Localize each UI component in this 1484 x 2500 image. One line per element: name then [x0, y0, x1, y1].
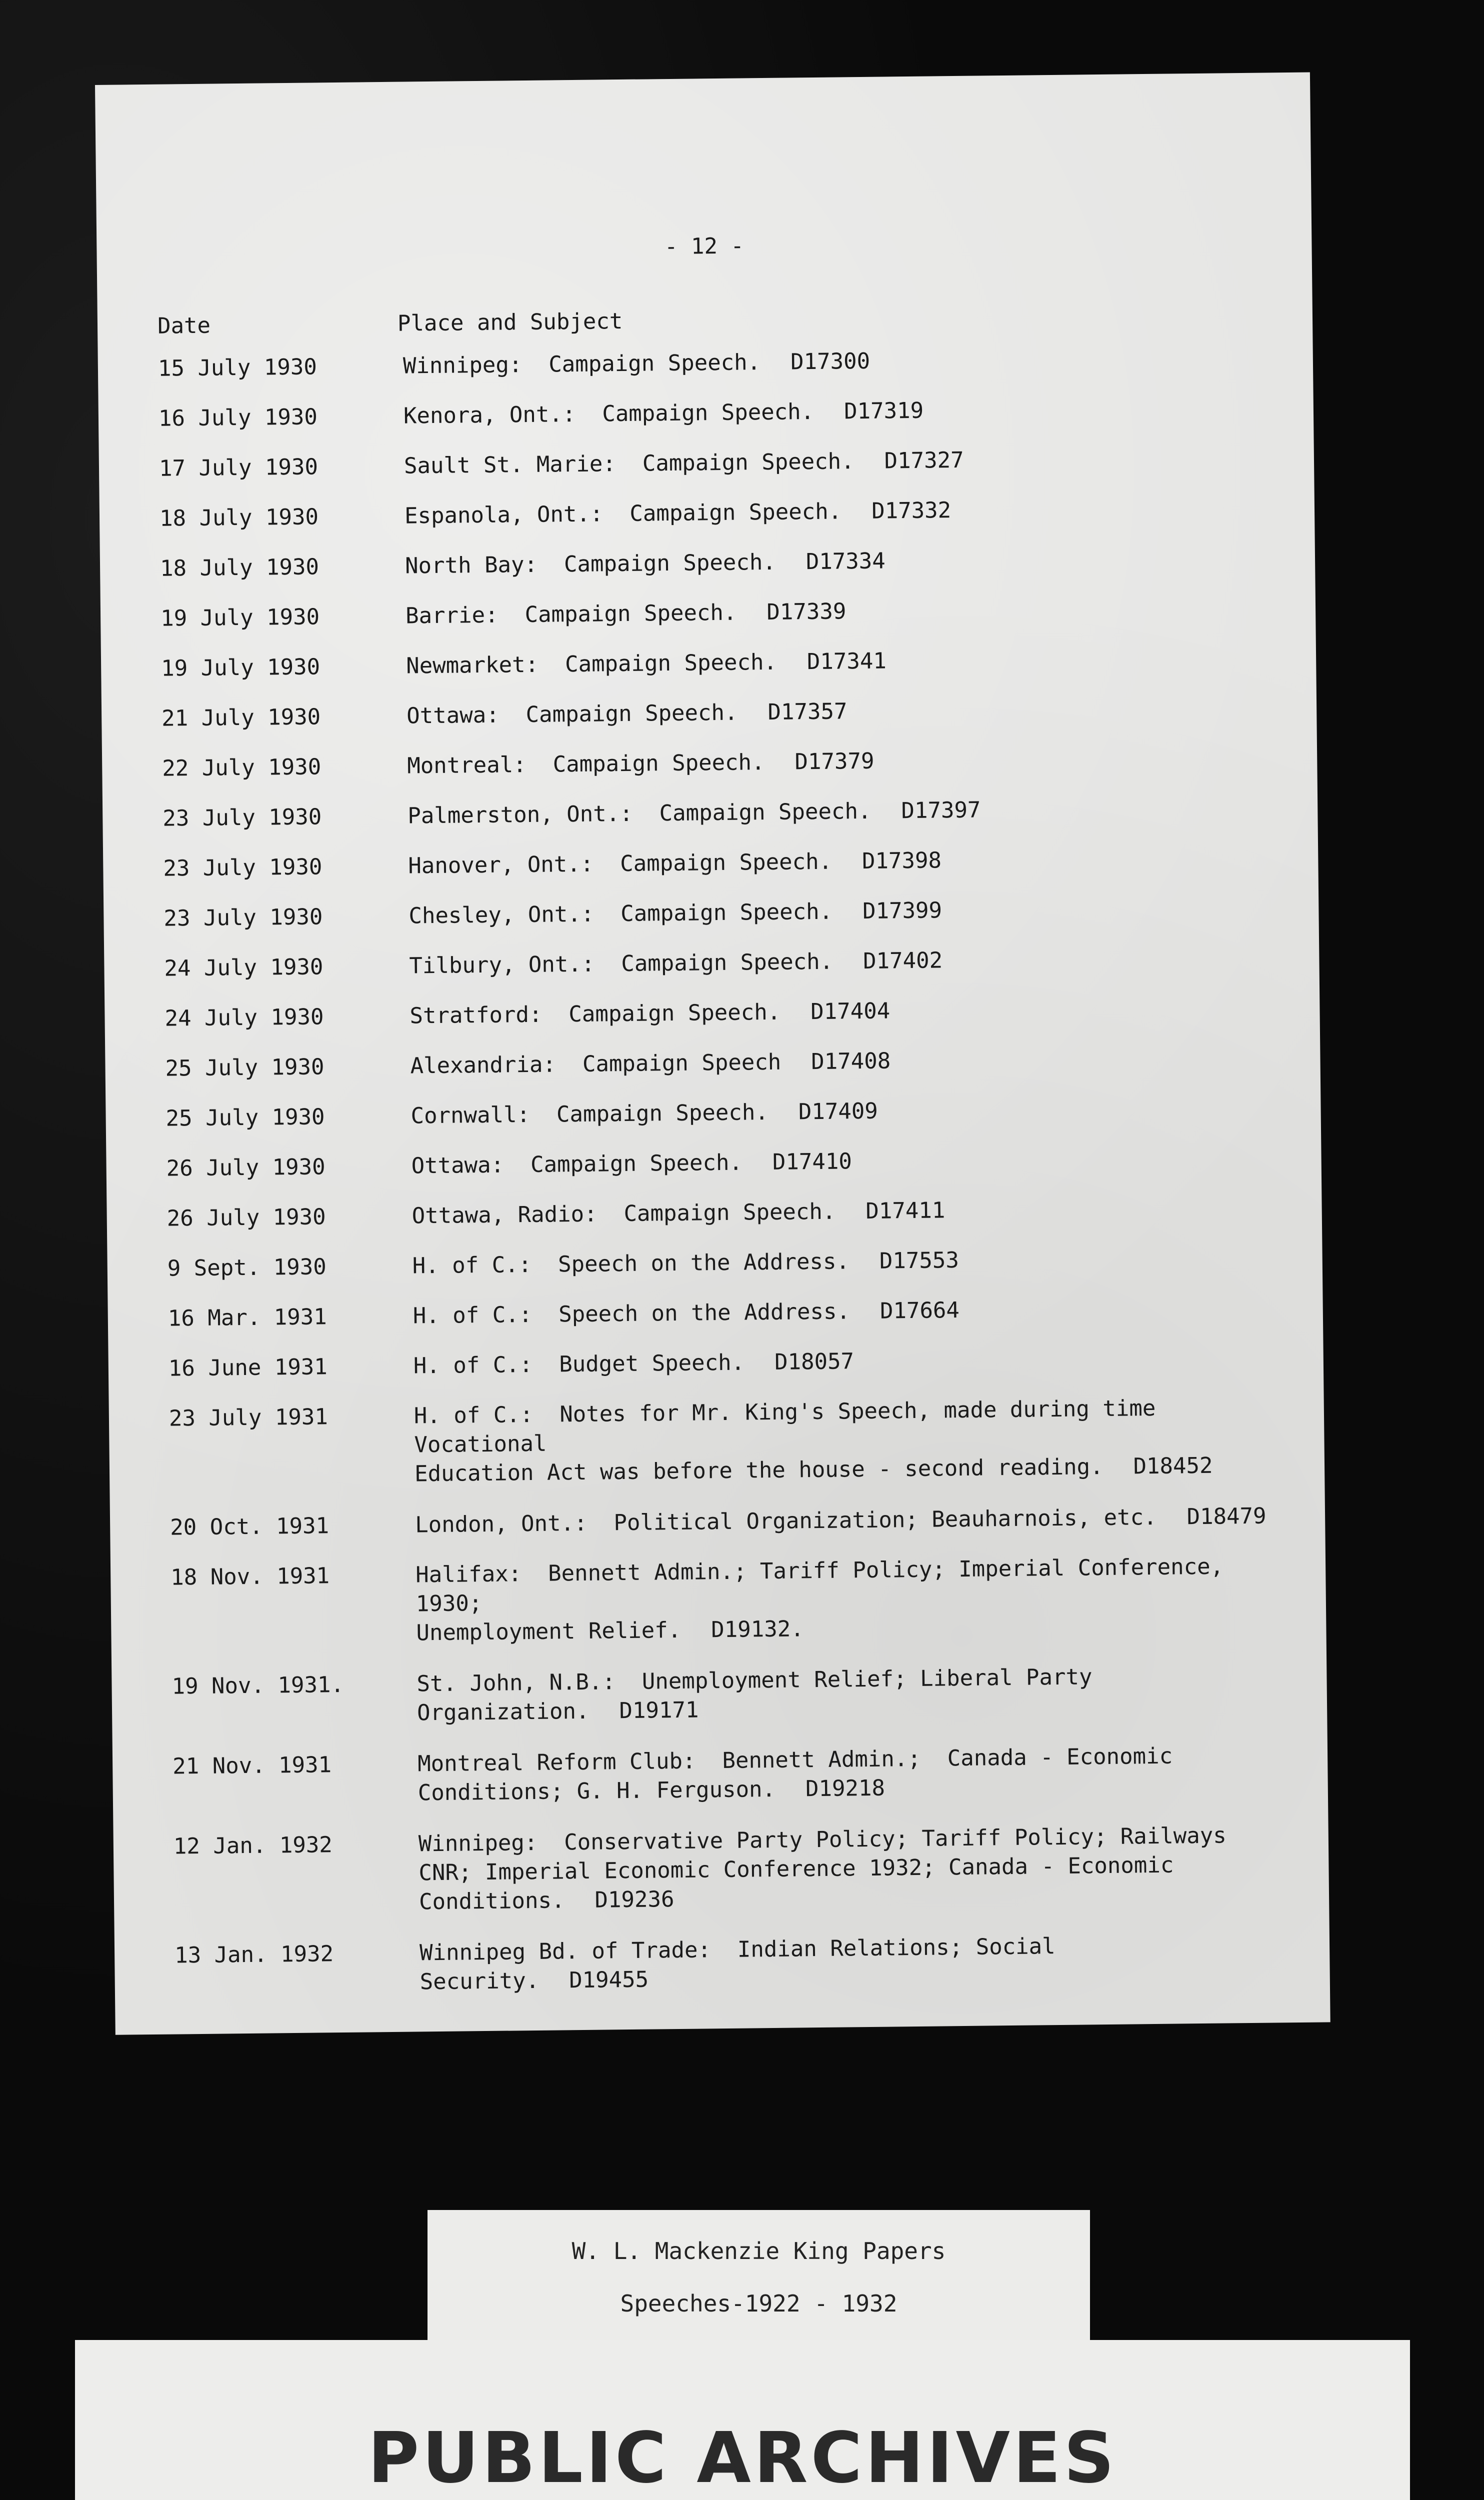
entry-subject-text: Barrie: Campaign Speech.: [405, 600, 737, 629]
entry-document-number: D18479: [1186, 1503, 1266, 1530]
entry-document-number: D19236: [594, 1886, 674, 1913]
entry-document-number: D19171: [619, 1697, 699, 1724]
collection-label-card: [428, 2210, 1090, 2340]
entry-subject-text: Newmarket: Campaign Speech.: [406, 649, 778, 679]
column-header-place-subject: Place and Subject: [397, 308, 623, 336]
entry-subject-text: Winnipeg Bd. of Trade: Indian Relations; Social Security.: [419, 1933, 1069, 1995]
entry-subject-text: Winnipeg: Campaign Speech.: [402, 350, 761, 379]
entry-date: 18 July 1930: [159, 504, 319, 532]
entry-date: 13 Jan. 1932: [174, 1941, 334, 1968]
speech-entry: [104, 942, 1319, 984]
entry-subject-text: H. of C.: Speech on the Address.: [412, 1298, 850, 1329]
entry-document-number: D17327: [884, 447, 964, 474]
entry-subject-text: Montreal Reform Club: Bennett Admin.; Canada - Economic Conditions; G. H. Ferguson.: [417, 1743, 1173, 1806]
entry-document-number: D17402: [862, 948, 943, 974]
entry-subject: [406, 692, 1272, 730]
entry-date: 24 July 1930: [164, 954, 324, 982]
entry-document-number: D17397: [901, 797, 981, 824]
entry-subject: [407, 742, 1272, 780]
speech-entry: [106, 1142, 1321, 1184]
entry-subject: [405, 542, 1270, 580]
entry-subject: [410, 1092, 1276, 1130]
entry-subject-text: Alexandria: Campaign Speech: [410, 1049, 782, 1079]
entry-date: 18 July 1930: [160, 554, 320, 582]
entry-date: 26 July 1930: [166, 1154, 326, 1182]
entry-subject: [418, 1820, 1284, 1916]
entry-subject: [408, 892, 1274, 930]
entry-subject: [414, 1342, 1279, 1380]
entry-subject-text: Sault St. Marie: Campaign Speech.: [404, 448, 854, 479]
entry-subject: [414, 1392, 1280, 1488]
entry-subject: [412, 1242, 1278, 1280]
entry-subject: [416, 1552, 1282, 1648]
speech-entry: [109, 1392, 1325, 1492]
entry-subject-text: Hanover, Ont.: Campaign Speech.: [408, 848, 832, 879]
speech-entry: [102, 742, 1317, 784]
entry-subject-text: Ottawa, Radio: Campaign Speech.: [412, 1198, 836, 1229]
collection-title: W. L. Mackenzie King Papers: [572, 2238, 946, 2264]
speech-entries-list: [98, 342, 1330, 2021]
speech-entry: [103, 842, 1318, 884]
entry-date: 19 July 1930: [160, 654, 320, 682]
speech-entry: [106, 1092, 1320, 1134]
speech-entry: [100, 542, 1315, 584]
entry-subject: [410, 1042, 1276, 1080]
entry-date: 16 Mar. 1931: [168, 1304, 327, 1332]
speech-entry: [98, 392, 1314, 434]
entry-subject-text: Halifax: Bennett Admin.; Tariff Policy; Imperial Conference, 1930; Unemployment Relief.: [415, 1554, 1237, 1646]
entry-subject-text: Tilbury, Ont.: Campaign Speech.: [409, 948, 834, 979]
entry-subject-text: London, Ont.: Political Organization; Beauharnois, etc.: [414, 1504, 1157, 1538]
entry-document-number: D17379: [794, 748, 874, 775]
speech-entry: [108, 1242, 1322, 1284]
entry-subject-text: Chesley, Ont.: Campaign Speech.: [408, 898, 833, 929]
entry-subject-text: Montreal: Campaign Speech.: [407, 750, 765, 779]
entry-date: 16 June 1931: [168, 1354, 328, 1382]
entry-date: 23 July 1930: [162, 804, 322, 832]
entry-subject: [412, 1192, 1277, 1230]
entry-subject-text: North Bay: Campaign Speech.: [404, 549, 776, 579]
entry-document-number: D17553: [879, 1248, 960, 1274]
speech-entry: [106, 1192, 1322, 1234]
entry-subject-text: Kenora, Ont.: Campaign Speech.: [403, 398, 814, 429]
entry-date: 19 Nov. 1931.: [172, 1672, 344, 1700]
entry-subject: [418, 1740, 1283, 1808]
speech-entry: [99, 442, 1314, 484]
entry-subject-text: St. John, N.B.: Unemployment Relief; Liberal Party Organization.: [416, 1664, 1092, 1726]
entry-document-number: D17332: [871, 498, 952, 524]
entry-subject: [420, 1930, 1285, 1996]
speech-entry: [102, 792, 1318, 834]
speech-entry: [112, 1740, 1328, 1810]
entry-date: 21 Nov. 1931: [172, 1752, 332, 1780]
entry-date: 23 July 1930: [163, 854, 322, 882]
speech-entry: [104, 892, 1318, 934]
entry-subject-text: H. of C.: Budget Speech.: [413, 1350, 745, 1379]
speech-entry: [112, 1660, 1327, 1730]
speech-entry: [110, 1551, 1326, 1650]
entry-document-number: D19455: [568, 1966, 649, 1994]
stamp-line-english: PUBLIC ARCHIVES: [368, 2418, 1118, 2499]
entry-document-number: D17411: [866, 1198, 946, 1224]
entry-subject-text: Ottawa: Campaign Speech.: [406, 700, 738, 729]
entry-subject: [410, 992, 1275, 1030]
entry-document-number: D17404: [810, 998, 890, 1025]
entry-subject: [408, 792, 1273, 830]
entry-subject-text: Stratford: Campaign Speech.: [410, 999, 781, 1029]
entry-date: 16 July 1930: [158, 404, 318, 432]
public-archives-stamp: [75, 2340, 1410, 2500]
entry-subject: [408, 842, 1274, 880]
entry-subject: [415, 1502, 1280, 1540]
column-header-date: Date: [157, 312, 211, 339]
entry-subject-text: Palmerston, Ont.: Campaign Speech.: [408, 798, 872, 829]
entry-document-number: D17409: [798, 1098, 878, 1125]
speech-entry: [114, 1820, 1330, 1920]
entry-subject: [413, 1292, 1278, 1330]
speech-entry: [108, 1292, 1323, 1334]
entry-date: 9 Sept. 1930: [167, 1254, 326, 1282]
entry-date: 25 July 1930: [165, 1054, 324, 1082]
entry-document-number: D17398: [862, 848, 942, 874]
entry-document-number: D17357: [768, 698, 848, 725]
entry-document-number: D17410: [772, 1148, 852, 1175]
speech-entry: [108, 1342, 1324, 1384]
entry-document-number: D19218: [805, 1775, 886, 1802]
entry-date: 18 Nov. 1931: [170, 1563, 330, 1590]
entry-subject: [406, 642, 1272, 680]
entry-date: 12 Jan. 1932: [173, 1832, 333, 1860]
entry-date: 26 July 1930: [166, 1204, 326, 1232]
entry-subject-text: Ottawa: Campaign Speech.: [411, 1150, 743, 1179]
entry-date: 23 July 1931: [168, 1404, 328, 1432]
entry-subject: [411, 1142, 1276, 1180]
entry-subject-text: H. of C.: Notes for Mr. King's Speech, made during time Vocational Education Act was before the house - second reading.: [414, 1395, 1170, 1487]
speech-entry: [101, 642, 1316, 684]
entry-subject: [416, 1660, 1282, 1728]
speech-entry: [100, 492, 1314, 534]
entry-subject: [403, 342, 1268, 380]
entry-date: 22 July 1930: [162, 754, 322, 782]
entry-document-number: D17399: [862, 898, 942, 924]
entry-subject: [409, 942, 1274, 980]
entry-date: 23 July 1930: [164, 904, 323, 932]
entry-date: 20 Oct. 1931: [170, 1513, 330, 1540]
entry-subject: [404, 442, 1270, 480]
speech-entry: [100, 592, 1316, 634]
speech-entry: [105, 1042, 1320, 1084]
entry-subject-text: Espanola, Ont.: Campaign Speech.: [404, 498, 842, 529]
entry-date: 17 July 1930: [158, 454, 318, 482]
entry-date: 21 July 1930: [162, 704, 321, 732]
entry-document-number: D17300: [790, 348, 870, 375]
entry-subject: [404, 392, 1269, 430]
entry-subject-text: Winnipeg: Conservative Party Policy; Tariff Policy; Railways CNR; Imperial Economic Conference 1932; Canada - Economic Conditions.: [418, 1822, 1226, 1915]
entry-document-number: D19132.: [710, 1616, 804, 1643]
entry-document-number: D17339: [766, 598, 846, 625]
entry-document-number: D17341: [806, 648, 887, 675]
entry-date: 25 July 1930: [166, 1104, 325, 1132]
entry-document-number: D18452: [1133, 1452, 1213, 1480]
entry-date: 24 July 1930: [164, 1004, 324, 1032]
entry-subject: [406, 592, 1271, 630]
speech-entry: [110, 1501, 1325, 1542]
speech-entry: [98, 342, 1313, 384]
entry-subject-text: H. of C.: Speech on the Address.: [412, 1248, 850, 1279]
entry-document-number: D17319: [844, 398, 924, 424]
speech-entry: [104, 992, 1320, 1034]
entry-document-number: D18057: [774, 1348, 854, 1375]
entry-date: 19 July 1930: [160, 604, 320, 632]
entry-date: 15 July 1930: [158, 354, 318, 382]
entry-document-number: D17334: [806, 548, 886, 575]
collection-series: Speeches-1922 - 1932: [620, 2290, 898, 2317]
page-number: - 12 -: [664, 233, 744, 260]
typed-document-page: [95, 72, 1330, 2035]
entry-subject-text: Cornwall: Campaign Speech.: [410, 1100, 769, 1129]
speech-entry: [114, 1929, 1330, 2000]
entry-document-number: D17408: [811, 1048, 891, 1075]
speech-entry: [102, 692, 1316, 734]
entry-subject: [404, 492, 1270, 530]
entry-document-number: D17664: [880, 1298, 960, 1324]
